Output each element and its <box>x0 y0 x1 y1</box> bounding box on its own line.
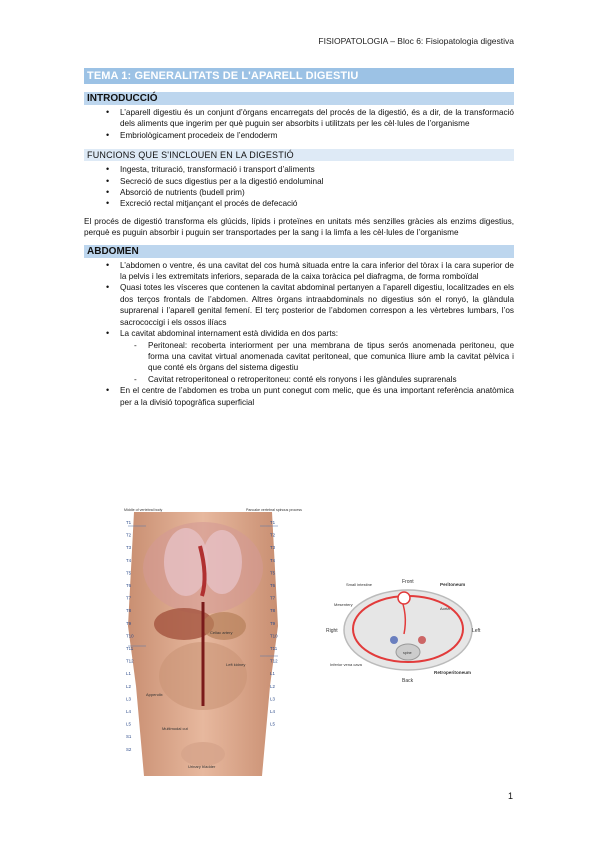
vertebra-label: L3 <box>126 696 131 702</box>
label-small-intestine: Small intestine <box>346 582 373 587</box>
vertebra-label: T4 <box>270 557 276 563</box>
organ-label: Appendix <box>146 692 163 697</box>
vertebra-label: T11 <box>126 646 134 651</box>
list-item: • Quasi totes les vísceres que contenen la cavitat abdominal pertanyen a l’aparell digestiu, localitzades en els dos terços frontals de l’abdomen. Altres òrgans intraabdominals no digestius són el ronyó, la glàndula suprarenal i l’aparell genital femení. El terç posterior de l’abdomen correspon a les vèrtebres lumbars, l’os sacrococcigi i els ossos ilíacs <box>106 282 514 328</box>
digestion-paragraph: El procés de digestió transforma els glúcids, lípids i proteïnes en unitats més senzilles gràcies als enzims digestius, perquè es puguin absorbir i puguin ser transportades per la sang i la limfa a les cèl·lules de l’organisme <box>84 216 514 238</box>
list-item <box>106 328 514 385</box>
list-item: • Ingesta, trituració, transformació i transport d’aliments <box>106 164 514 175</box>
abdomen-list <box>84 260 514 408</box>
vertebra-label: L2 <box>126 683 131 689</box>
page-number: 1 <box>507 791 513 801</box>
vertebra-label: T4 <box>126 557 132 563</box>
label-mesentery: Mesentery <box>334 602 353 607</box>
list-item: • Secreció de sucs digestius per a la digestió endoluminal <box>106 176 514 187</box>
organ-label: Celiac artery <box>210 630 233 635</box>
label-inferior-vena-cava: Inferior vena cava <box>330 662 362 667</box>
vertebra-label: L5 <box>270 721 275 727</box>
vertebra-label: L4 <box>126 709 131 714</box>
organ-label: Urinary bladder <box>188 764 216 769</box>
vertebra-label: T3 <box>126 545 132 551</box>
vertebra-label: T2 <box>270 532 276 538</box>
list-item-text: La cavitat abdominal internament està dividida en dos parts: <box>120 329 339 339</box>
vertebra-label: T9 <box>270 620 276 626</box>
vertebra-label: T9 <box>126 620 132 626</box>
list-item: • En el centre de l’abdomen es troba un punt conegut com melic, que és una important referència anatòmica per a la divisió topogràfica superficial <box>106 385 514 408</box>
list-item: • Absorció de nutrients (budell prim) <box>106 187 514 198</box>
vertebra-label: T1 <box>126 520 132 525</box>
vertebra-label: T8 <box>126 608 132 614</box>
label-spine: spine <box>403 651 412 655</box>
list-item: • Embriològicament procedeix de l’endoderm <box>106 130 514 141</box>
running-header: FISIOPATOLOGIA – Bloc 6: Fisiopatologia digestiva <box>318 36 514 46</box>
anatomy-label-right: Pancake vertebral spinous process <box>246 508 302 512</box>
vertebra-label: L1 <box>270 671 275 677</box>
vertebra-label: T10 <box>126 633 134 639</box>
document-body <box>84 68 514 408</box>
organ-label: Left kidney <box>226 662 246 667</box>
vertebra-label: T2 <box>126 532 132 538</box>
document-title: TEMA 1: GENERALITATS DE L'APARELL DIGESTIU <box>84 68 514 84</box>
vertebra-label: T6 <box>270 583 276 588</box>
label-front: Front <box>402 579 414 585</box>
label-left: Left <box>472 628 481 634</box>
sub-list-item: - Cavitat retroperitoneal o retroperitoneu: conté els ronyons i les glàndules suprarenals <box>134 374 514 385</box>
vertebra-label: T11 <box>270 646 278 651</box>
introduction-list <box>84 107 514 141</box>
list-item: • L’aparell digestiu és un conjunt d’òrgans encarregats del procés de la digestió, és a dir, de la transformació dels aliments que ingerim per què puguin ser absorbits i utilitzats per les cèl·lules de l’organisme <box>106 107 514 130</box>
vertebra-label: T7 <box>126 595 132 601</box>
figures <box>122 506 492 778</box>
vertebra-label: S2 <box>126 746 132 752</box>
label-peritoneum: Peritoneum <box>440 582 466 587</box>
vertebra-label: T7 <box>270 595 276 601</box>
section-heading-introduction: INTRODUCCIÓ <box>84 92 514 105</box>
label-right: Right <box>326 628 338 634</box>
vertebra-label: T8 <box>270 608 276 614</box>
vertebra-label: L5 <box>126 721 131 727</box>
vertebra-label: T6 <box>126 583 132 588</box>
vertebra-label: T3 <box>270 545 276 551</box>
vertebra-label: S1 <box>126 734 132 740</box>
subheading-functions: FUNCIONS QUE S'INCLOUEN EN LA DIGESTIÓ <box>84 149 514 162</box>
section-heading-abdomen: ABDOMEN <box>84 245 514 258</box>
anatomy-figure <box>122 506 302 776</box>
label-retroperitoneum: Retroperitoneum <box>434 670 472 675</box>
vertebra-label: L2 <box>270 683 275 689</box>
vertebra-label: T10 <box>270 633 278 639</box>
vertebra-label: T12 <box>270 658 278 664</box>
vertebra-label: T5 <box>126 570 132 576</box>
anatomy-label-left: Middle of vertebral body <box>124 508 163 512</box>
vertebra-label: L4 <box>270 709 275 714</box>
label-aorta: Aorta <box>440 606 450 611</box>
vertebra-label: T5 <box>270 570 276 576</box>
label-back: Back <box>402 678 414 684</box>
vertebra-label: L1 <box>126 671 131 677</box>
vertebra-label: T1 <box>270 520 276 525</box>
vertebra-label: L3 <box>270 696 275 702</box>
functions-list <box>84 164 514 210</box>
vertebra-label: T12 <box>126 658 134 664</box>
sub-list-item: - Peritoneal: recoberta interiorment per una membrana de tipus serós anomenada peritoneu, que forma una cavitat virtual anomenada cavitat peritoneal, que comunica lliure amb la cavitat pèlvica i que conté els òrgans del sistema digestiu <box>134 340 514 374</box>
organ-label: Multimodal cut <box>162 726 188 731</box>
list-item: • L’abdomen o ventre, és una cavitat del cos humà situada entre la cara inferior del tòrax i la cara superior de la pelvis i les extremitats inferiors, separada de la caixa toràcica pel diafragma, de forma romboïdal <box>106 260 514 283</box>
peritoneum-diagram <box>324 574 492 686</box>
list-item: • Excreció rectal mitjançant el procés de defecació <box>106 198 514 209</box>
abdomen-sublist <box>120 340 514 386</box>
